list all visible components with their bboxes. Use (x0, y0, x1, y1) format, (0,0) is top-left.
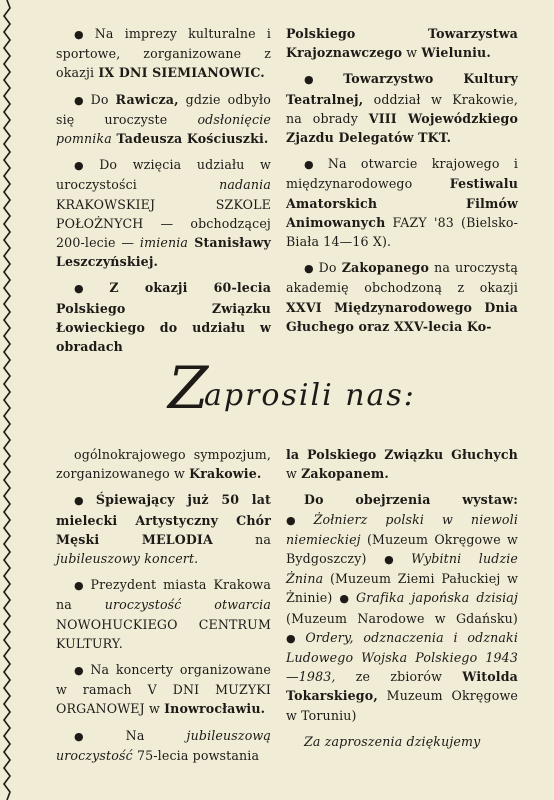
bullet-icon: ● (74, 93, 87, 107)
heading-text: aprosili nas: (204, 378, 416, 413)
bullet-icon: ● (74, 579, 87, 593)
text-bold: Do obejrzenia wystaw: (304, 492, 518, 508)
text-italic: odsłonięcie pomnika (56, 111, 271, 147)
text: Prezydent miasta Krakowa na (56, 577, 271, 613)
text-italic: nadania (219, 177, 271, 193)
text-bold: Polskiego Towarzystwa Krajoznawczego (286, 26, 518, 61)
notice-theatre-society (286, 69, 518, 147)
text-bold: Śpiewający już 50 lat mielecki Artystyczny Chór Męski MELODIA (56, 492, 272, 547)
bullet-icon: ● (304, 158, 324, 172)
text-italic: Ordery, odznaczenia i odznaki Ludowego Wojska Polskiego 1943—1983, (286, 629, 518, 685)
bullet-icon: ● (74, 494, 92, 508)
column-top-left (56, 24, 271, 363)
text-bold: Zakopanem. (301, 466, 389, 482)
notice-hunting-union (56, 278, 271, 356)
notice-rawicz (56, 90, 271, 149)
text: Na imprezy kulturalne i sportowe, zorganizowane z okazji (56, 26, 271, 81)
text-italic: Za zaproszenia dziękujemy (304, 733, 481, 749)
notice-symposium (56, 445, 271, 483)
text: KRAKOWSKIEJ SZKOLE POŁOŻNYCH — obchodzącej 200-lecie — (56, 196, 271, 251)
text-italic: Żołnierz polski w niewoli niemieckiej (286, 511, 518, 547)
column-bottom-left (56, 445, 271, 772)
notice-thanks (286, 732, 518, 751)
text: Na otwarcie krajowego i międzynarodowego (286, 156, 518, 192)
text: Do (90, 91, 116, 107)
text: w (286, 466, 302, 482)
notice-organ-music-days (56, 660, 271, 719)
text-bold: Rawicza, (115, 91, 179, 107)
text-italic: Grafika japońska dzisiaj (355, 590, 519, 606)
section-heading (168, 354, 468, 426)
text: (Muzeum Narodowe w Gdańsku) (286, 610, 518, 626)
bullet-icon: ● (304, 73, 340, 87)
notice-melodia-choir (56, 490, 271, 568)
notice-siemianowice (56, 24, 271, 83)
notice-deaf-union (286, 445, 518, 483)
text-italic: Wybitni ludzie Żnina (286, 551, 519, 587)
bullet-icon: ● (74, 282, 106, 296)
text-bold: IX DNI SIEMIANOWIC. (98, 65, 265, 81)
text: 75-lecia powstania (132, 747, 260, 763)
text: Na koncerty organizowane w ramach V DNI MUZYKI ORGANOWEJ w (56, 662, 272, 717)
text: (Muzeum Ziemi Pałuckiej w Żninie) (286, 571, 518, 606)
bullet-icon: ● (286, 513, 310, 527)
text: ogólnokrajowego sympozjum, zorganizowanego w (56, 447, 271, 482)
notice-zakopane (286, 258, 518, 336)
text-italic: imienia (139, 235, 189, 251)
bullet-icon: ● (384, 553, 408, 567)
decorative-zigzag-border (0, 0, 14, 800)
bullet-icon: ● (286, 631, 302, 645)
text: Do wzięcia udziału w uroczystości (56, 157, 271, 193)
text: w (402, 45, 422, 61)
text: na uroczystą akademię obchodzoną z okazji (286, 260, 518, 296)
text-bold: Witolda Tokarskiego, (286, 669, 518, 704)
bullet-icon: ● (74, 729, 122, 743)
text-italic: jubileuszowy koncert. (56, 551, 199, 567)
notice-animated-film-festival (286, 154, 518, 251)
text-bold: Zakopanego (341, 260, 430, 276)
text-italic: jubileuszową uroczystość (56, 727, 272, 763)
bullet-icon: ● (339, 592, 352, 606)
text: FAZY '83 (Bielsko-Biała 14—16 X). (286, 214, 518, 250)
notice-exhibitions (286, 490, 518, 724)
text-bold: Wieluniu. (421, 45, 491, 61)
text-italic: uroczystość otwarcia (104, 597, 272, 613)
heading-initial: Z (168, 354, 209, 422)
column-top-right (286, 24, 518, 343)
notice-nowa-huta-centre (56, 575, 271, 653)
column-bottom-right (286, 445, 518, 758)
text: ze zbiorów (335, 669, 463, 685)
bullet-icon: ● (304, 262, 315, 276)
bullet-icon: ● (74, 28, 91, 41)
text: Muzeum Okręgowe w Toruniu) (286, 688, 518, 723)
text: NOWOHUCKIEGO CENTRUM KULTURY. (56, 616, 271, 651)
text: oddział w Krakowie, na obrady (286, 91, 518, 126)
bullet-icon: ● (74, 159, 96, 173)
text-bold: Stanisławy Leszczyńskiej. (56, 235, 271, 270)
text-bold: Tadeusza Kościuszki. (111, 131, 269, 147)
notice-jubilee-75 (56, 726, 271, 765)
text-bold: la Polskiego Związku Głuchych (286, 447, 518, 462)
text-bold: VIII Wojewódzkiego Zjazdu Delegatów TKT. (286, 110, 518, 146)
text-bold: Festiwalu Amatorskich Filmów Animowanych (286, 176, 518, 230)
text: Do (318, 260, 342, 276)
text-bold: Towarzystwo Kultury Teatralnej, (286, 71, 518, 107)
text-bold: Inowrocławiu. (164, 701, 266, 717)
text: Na (125, 727, 187, 743)
text: na (212, 531, 271, 547)
text-bold: XXVI Międzynarodowego Dnia Głuchego oraz XXV-lecia Ko- (286, 299, 518, 334)
text: (Muzeum Okręgowe w Bydgoszczy) (286, 531, 518, 567)
bullet-icon: ● (74, 664, 87, 678)
notice-wielun (286, 24, 518, 62)
notice-krakow-school (56, 155, 271, 271)
text-bold: Krakowie. (189, 466, 262, 482)
text: Z okazji 60-lecia Polskiego Związku Łowieckiego do udziału w obradach (56, 280, 272, 355)
text: gdzie odbyło się uroczyste (56, 91, 271, 127)
